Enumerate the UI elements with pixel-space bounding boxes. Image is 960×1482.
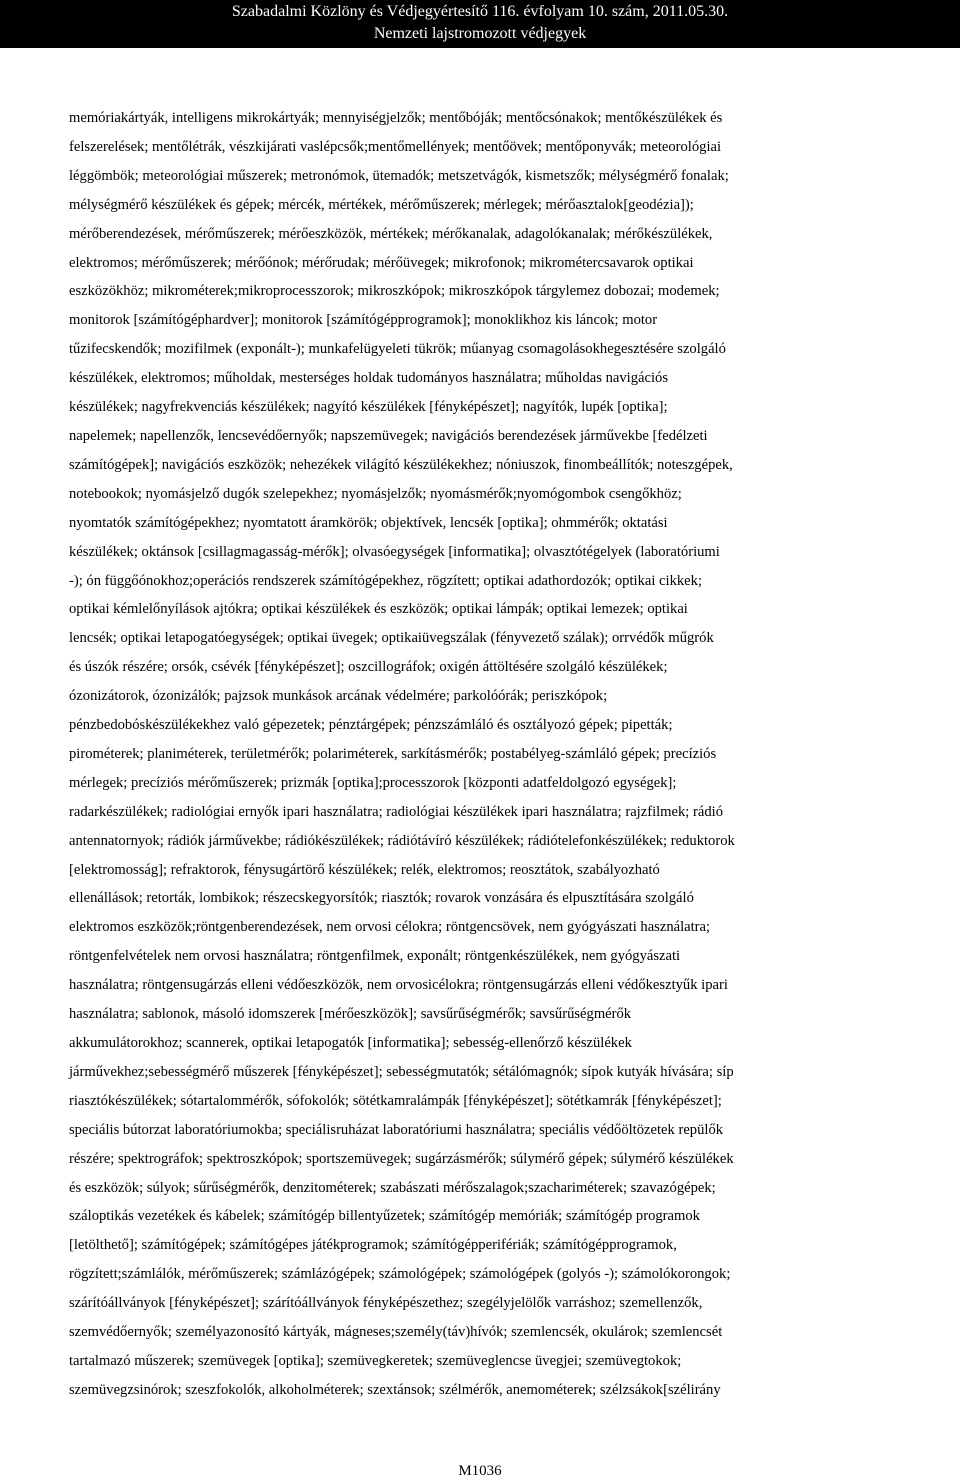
body-line: tartalmazó műszerek; szemüvegek [optika]; szemüvegkeretek; szemüveglencse üvegjei; szemüvegtokok;	[69, 1352, 682, 1369]
body-line: és úszók részére; orsók, csévék [fényképészet]; oszcillográfok; oxigén áttöltésére szolgáló készülékek;	[69, 659, 668, 676]
body-line: és eszközök; súlyok; sűrűségmérők, denzitométerek; szabászati mérőszalagok;szachariméterek; szavazógépek;	[69, 1179, 716, 1196]
journal-header	[0, 0, 960, 48]
body-line: memóriakártyák, intelligens mikrokártyák; mennyiségjelzők; mentőbóják; mentőcsónakok; mentőkészülékek és	[69, 110, 723, 126]
body-line: eszközökhöz; mikrométerek;mikroprocesszorok; mikroszkópok; mikroszkópok tárgylemez dobozai; modemek;	[69, 283, 720, 300]
body-line: pénzbedobóskészülékekhez való gépezetek; pénztárgépek; pénzszámláló és osztályozó gépek; pipetták;	[69, 717, 673, 734]
body-line: röntgenfelvételek nem orvosi használatra; röntgenfilmek, exponált; röntgenkészülékek, nem gyógyászati	[69, 948, 681, 965]
body-line: részére; spektrográfok; spektroszkópok; sportszemüvegek; sugárzásmérők; súlymérő gépek; súlymérő készülékek	[69, 1150, 734, 1167]
body-line: szemüvegzsinórok; szeszfokolók, alkoholméterek; szextánsok; szélmérők, anemométerek; szélzsákok[szélirány	[69, 1381, 721, 1398]
body-line: mélységmérő készülékek és gépek; mércék, mértékek, mérőműszerek; mérlegek; mérőasztalok[geodézia]);	[69, 196, 694, 213]
body-text	[69, 104, 904, 1405]
body-line: [elektromosság]; refraktorok, fénysugártörő készülékek; relék, elektromos; reosztátok, szabályozható	[69, 861, 660, 878]
body-line: -); ón függőónokhoz;operációs rendszerek számítógépekhez, rögzített; optikai adathordozók; optikai cikkek;	[69, 572, 702, 589]
body-line: járművekhez;sebességmérő műszerek [fényképészet]; sebességmutatók; sétálómagnók; sípok kutyák hívására; síp	[69, 1063, 734, 1080]
body-line: szemvédőernyők; személyazonosító kártyák, mágneses;személy(táv)hívók; szemlencsék, okulárok; szemlencsét	[69, 1324, 723, 1341]
body-line: optikai kémlelőnyílások ajtókra; optikai készülékek és eszközök; optikai lámpák; optikai lemezek; optikai	[69, 601, 688, 618]
body-line: notebookok; nyomásjelző dugók szelepekhez; nyomásjelzők; nyomásmérők;nyomógombok csengőkhöz;	[69, 485, 682, 502]
body-line: ellenállások; retorták, lombikok; részecskegyorsítók; riasztók; rovarok vonzására és elpusztítására szolgáló	[69, 890, 694, 907]
body-line: radarkészülékek; radiológiai ernyők ipari használatra; radiológiai készülékek ipari használatra; rajzfilmek; rádió	[69, 803, 723, 820]
section-title: Nemzeti lajstromozott védjegyek	[373, 25, 587, 42]
body-line: riasztókészülékek; sótartalommérők, sófokolók; sötétkamralámpák [fényképészet]; sötétkamrák [fényképészet];	[69, 1092, 722, 1109]
body-line: napelemek; napellenzők, lencsevédőernyők; napszemüvegek; navigációs berendezések járművekbe [fedélzeti	[69, 427, 708, 444]
body-line: használatra; sablonok, másoló idomszerek [mérőeszközök]; savsűrűségmérők; savsűrűségmérők	[69, 1006, 632, 1023]
body-line: tűzifecskendők; mozifilmek (exponált-); munkafelügyeleti tükrök; műanyag csomagolásokhegesztésére szolgáló	[69, 341, 726, 358]
body-line: [letölthető]; számítógépek; számítógépes játékprogramok; számítógépperifériák; számítógépprogramok,	[69, 1237, 677, 1254]
body-line: elektromos; mérőműszerek; mérőónok; mérőrudak; mérőüvegek; mikrofonok; mikrométercsavarok optikai	[69, 254, 694, 271]
body-line: ózonizátorok, ózonizálók; pajzsok munkások arcának védelmére; parkolóórák; periszkópok;	[69, 688, 608, 705]
body-line: készülékek; oktánsok [csillagmagasság-mérők]; olvasóegységek [informatika]; olvasztótégelyek (laboratóriumi	[69, 543, 720, 560]
body-line: rögzített;számlálók, mérőműszerek; számlázógépek; számológépek; számológépek (golyós -); számolókorongok;	[69, 1266, 731, 1283]
body-line: léggömbök; meteorológiai műszerek; metronómok, ütemadók; metszetvágók, kismetszők; mélységmérő fonalak;	[69, 167, 729, 184]
body-line: pirométerek; planiméterek, területmérők; polariméterek, sarkításmérők; postabélyeg-számláló gépek; precíziós	[69, 745, 717, 762]
body-line: speciális bútorzat laboratóriumokba; speciálisruházat laboratóriumi használatra; speciális védőöltözetek repülők	[69, 1121, 724, 1138]
body-line: akkumulátorokhoz; scannerek, optikai letapogatók [informatika]; sebesség-ellenőrző készülékek	[69, 1035, 632, 1051]
body-line: lencsék; optikai letapogatóegységek; optikai üvegek; optikaiüvegszálak (fényvezető szálak); orrvédők műgrók	[69, 630, 714, 647]
body-line: monitorok [számítógéphardver]; monitorok [számítógépprogramok]; monoklikhoz kis láncok; motor	[69, 312, 658, 329]
page-number: M1036	[458, 1463, 502, 1479]
body-line: nyomtatók számítógépekhez; nyomtatott áramkörök; objektívek, lencsék [optika]; ohmmérők; oktatási	[69, 514, 668, 531]
body-line: szárítóállványok [fényképészet]; szárítóállványok fényképészethez; szegélyjelölők varráshoz; szemellenzők,	[69, 1295, 703, 1312]
body-line: használatra; röntgensugárzás elleni védőeszközök, nem orvosicélokra; röntgensugárzás elleni védőkesztyűk ipari	[69, 977, 728, 994]
body-line: mérlegek; precíziós mérőműszerek; prizmák [optika];processzorok [központi adatfeldolgozó egységek];	[69, 774, 677, 791]
body-line: száloptikás vezetékek és kábelek; számítógép billentyűzetek; számítógép memóriák; számítógép programok	[69, 1208, 700, 1225]
body-line: készülékek; nagyfrekvenciás készülékek; nagyító készülékek [fényképészet]; nagyítók, lupék [optika];	[69, 399, 668, 416]
body-line: készülékek, elektromos; műholdak, mesterséges holdak tudományos használatra; műholdas navigációs	[69, 370, 668, 387]
body-line: antennatornyok; rádiók járművekbe; rádiókészülékek; rádiótávíró készülékek; rádiótelefonkészülékek; reduktorok	[69, 832, 735, 849]
body-line: felszerelések; mentőlétrák, vészkijárati vaslépcsők;mentőmellények; mentőövek; mentőponyvák; meteorológiai	[69, 138, 722, 155]
body-line: elektromos eszközök;röntgenberendezések, nem orvosi célokra; röntgencsövek, nem gyógyászati használatra;	[69, 919, 711, 936]
body-line: mérőberendezések, mérőműszerek; mérőeszközök, mértékek; mérőkanalak, adagolókanalak; mérőkészülékek,	[69, 225, 713, 242]
body-line: számítógépek]; navigációs eszközök; nehezékek világító készülékekhez; nóniuszok, finombeállítók; noteszgépek,	[69, 456, 733, 473]
journal-title: Szabadalmi Közlöny és Védjegyértesítő 116. évfolyam 10. szám, 2011.05.30.	[231, 3, 729, 20]
